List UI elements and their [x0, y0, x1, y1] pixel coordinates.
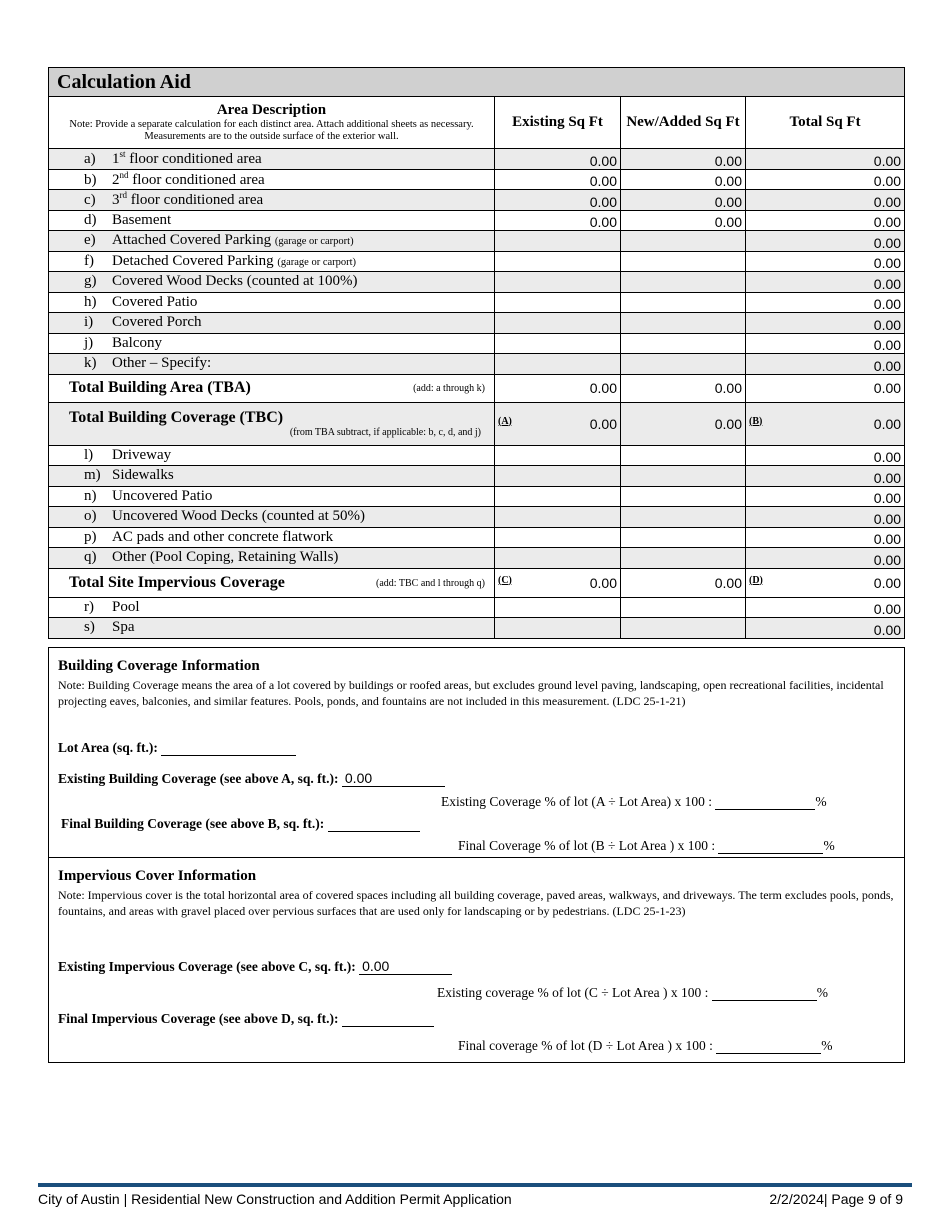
table-row	[49, 486, 905, 507]
impervious-cover-title: Impervious Cover Information	[58, 868, 257, 884]
row-description: AC pads and other concrete flatwork	[112, 528, 334, 545]
existing-impervious-coverage-field[interactable]: 0.00	[359, 958, 452, 975]
row-key: m)	[84, 467, 101, 484]
new-sqft-field[interactable]: 0.00	[621, 149, 746, 170]
row-label	[49, 354, 495, 375]
row-label	[49, 597, 495, 618]
final-coverage-pct-label: Final Coverage % of lot (B ÷ Lot Area ) x 100 :	[458, 838, 716, 853]
total-sqft-field[interactable]: 0.00	[746, 333, 905, 354]
existing-sqft-field[interactable]	[495, 445, 621, 466]
new-sqft-field[interactable]	[621, 445, 746, 466]
row-key: o)	[84, 508, 97, 525]
new-sqft-field[interactable]	[621, 292, 746, 313]
table-row	[49, 272, 905, 293]
ordinal-suffix: rd	[119, 190, 127, 201]
row-description: Covered Patio	[112, 293, 198, 310]
table-row	[49, 548, 905, 569]
new-sqft-field[interactable]	[621, 272, 746, 293]
row-label	[49, 486, 495, 507]
section-title: Calculation Aid	[49, 68, 905, 97]
final-building-coverage-field[interactable]	[328, 831, 420, 832]
existing-sqft-field[interactable]	[495, 548, 621, 569]
row-key: h)	[84, 293, 97, 310]
existing-sqft-total[interactable]	[495, 568, 621, 597]
total-sqft-field[interactable]: 0.00	[746, 527, 905, 548]
footer-divider	[38, 1183, 912, 1187]
existing-sqft-field[interactable]	[495, 333, 621, 354]
existing-sqft-field[interactable]: 0.00	[495, 190, 621, 211]
building-coverage-note: Note: Building Coverage means the area of a lot covered by buildings or roofed areas, but excludes ground level paving, landscaping, open recreational facilities, incidental projecting eaves, balconies, and similar features. Pools, ponds, and fountains are not included in this measurement. (LDC 25-1-21)	[58, 678, 884, 708]
impervious-cover-section	[48, 857, 905, 1063]
value: 0.00	[589, 380, 617, 396]
total-note: (add: a through k)	[413, 383, 485, 394]
total-label: Total Building Coverage (TBC)	[69, 409, 284, 426]
value: 0.00	[873, 415, 902, 432]
table-row	[49, 507, 905, 528]
value: 0.00	[873, 574, 902, 591]
ordinal-suffix: st	[119, 149, 126, 160]
row-label	[49, 618, 495, 639]
row-key: b)	[84, 171, 97, 188]
final-impervious-coverage-label: Final Impervious Coverage (see above D, sq. ft.):	[58, 1011, 339, 1026]
row-key: i)	[84, 314, 94, 331]
existing-sqft-field[interactable]	[495, 486, 621, 507]
table-row	[49, 231, 905, 252]
row-key: p)	[84, 528, 97, 545]
total-sqft-field[interactable]: 0.00	[746, 548, 905, 569]
row-label	[49, 251, 495, 272]
table-row	[49, 445, 905, 466]
percent-sign: %	[816, 985, 828, 1000]
table-row	[49, 527, 905, 548]
existing-sqft-field[interactable]	[495, 313, 621, 334]
value: 0.00	[589, 574, 617, 591]
new-sqft-field[interactable]: 0.00	[621, 169, 746, 190]
row-label	[49, 169, 495, 190]
table-row	[49, 333, 905, 354]
row-label	[49, 548, 495, 569]
ref-letter: (C)	[498, 574, 512, 586]
row-label	[49, 527, 495, 548]
existing-sqft-field[interactable]	[495, 272, 621, 293]
row-label	[49, 445, 495, 466]
footer	[38, 1191, 903, 1207]
value: 0.00	[589, 415, 617, 432]
footer-title: City of Austin | Residential New Construction and Addition Permit Application	[38, 1191, 512, 1207]
total-sqft-field[interactable]: 0.00	[746, 445, 905, 466]
row-label	[49, 149, 495, 170]
total-sqft-field[interactable]: 0.00	[746, 190, 905, 211]
existing-sqft-field[interactable]	[495, 597, 621, 618]
table-row	[49, 292, 905, 313]
table-row	[49, 597, 905, 618]
percent-sign: %	[823, 838, 835, 853]
total-sqft-field[interactable]: 0.00	[746, 272, 905, 293]
total-sqft-field[interactable]: 0.00	[746, 231, 905, 252]
final-impervious-pct-field[interactable]	[716, 1053, 821, 1054]
row-description: Detached Covered Parking	[112, 252, 274, 269]
row-key: k)	[84, 355, 97, 372]
existing-sqft-field[interactable]	[495, 251, 621, 272]
final-impervious-pct-label: Final coverage % of lot (D ÷ Lot Area ) x 100 :	[458, 1038, 713, 1053]
total-sqft-field[interactable]: 0.00	[746, 354, 905, 375]
row-description: floor conditioned area	[128, 171, 265, 188]
new-sqft-field[interactable]	[621, 507, 746, 528]
new-sqft-total[interactable]: 0.00	[621, 568, 746, 597]
tsic-row	[49, 568, 905, 597]
new-sqft-total[interactable]: 0.00	[621, 374, 746, 402]
existing-sqft-field[interactable]	[495, 292, 621, 313]
row-description: Other (Pool Coping, Retaining Walls)	[112, 549, 339, 566]
row-key: j)	[84, 334, 94, 351]
total-sqft-total[interactable]	[746, 568, 905, 597]
row-key: r)	[84, 598, 94, 615]
calculation-aid-table	[48, 67, 905, 639]
ref-letter: (B)	[749, 415, 763, 427]
total-sqft-field[interactable]: 0.00	[746, 251, 905, 272]
row-key: l)	[84, 446, 94, 463]
total-header: Total Sq Ft	[746, 97, 905, 149]
row-key: f)	[84, 252, 94, 269]
new-sqft-field[interactable]: 0.00	[621, 210, 746, 231]
row-key: q)	[84, 549, 97, 566]
row-label	[49, 272, 495, 293]
ordinal: 2	[112, 171, 120, 188]
new-sqft-field[interactable]	[621, 597, 746, 618]
new-sqft-field[interactable]: 0.00	[621, 190, 746, 211]
total-sqft-field[interactable]: 0.00	[746, 169, 905, 190]
total-sqft-field[interactable]: 0.00	[746, 597, 905, 618]
table-row	[49, 251, 905, 272]
row-description: floor conditioned area	[125, 151, 262, 168]
table-row	[49, 313, 905, 334]
percent-sign: %	[815, 794, 827, 809]
existing-impervious-pct-label: Existing coverage % of lot (C ÷ Lot Area ) x 100 :	[437, 985, 709, 1000]
area-description-header: Area Description	[216, 102, 327, 118]
existing-sqft-field[interactable]	[495, 231, 621, 252]
lot-area-label: Lot Area (sq. ft.):	[58, 740, 158, 755]
total-label: Total Site Impervious Coverage	[69, 573, 285, 591]
row-key: d)	[84, 211, 97, 228]
total-label: Total Building Area (TBA)	[69, 379, 251, 396]
row-description: Basement	[112, 211, 172, 228]
new-sqft-field[interactable]	[621, 251, 746, 272]
tsic-label	[49, 568, 495, 597]
new-sqft-field[interactable]	[621, 313, 746, 334]
total-sqft-field[interactable]: 0.00	[746, 149, 905, 170]
final-building-coverage-label: Final Building Coverage (see above B, sq. ft.):	[61, 816, 325, 831]
ref-letter: (A)	[498, 415, 512, 427]
existing-coverage-pct-field[interactable]	[715, 809, 815, 810]
ordinal-suffix: nd	[119, 169, 129, 180]
table-row	[49, 169, 905, 190]
lot-area-field[interactable]	[161, 755, 296, 756]
row-label	[49, 190, 495, 211]
row-label	[49, 231, 495, 252]
existing-sqft-field[interactable]: 0.00	[495, 149, 621, 170]
total-sqft-field[interactable]: 0.00	[746, 292, 905, 313]
tba-row	[49, 374, 905, 402]
row-label	[49, 333, 495, 354]
ordinal: 3	[112, 192, 120, 209]
existing-sqft-field[interactable]	[495, 354, 621, 375]
existing-sqft-field[interactable]: 0.00	[495, 169, 621, 190]
tbc-row	[49, 402, 905, 445]
row-description: Driveway	[112, 446, 172, 463]
row-label	[49, 313, 495, 334]
new-sqft-field[interactable]	[621, 548, 746, 569]
footer-page: 2/2/2024| Page 9 of 9	[769, 1191, 903, 1207]
row-label	[49, 466, 495, 487]
row-label	[49, 292, 495, 313]
total-sqft-field[interactable]: 0.00	[746, 313, 905, 334]
building-coverage-section	[48, 647, 905, 858]
existing-sqft-field[interactable]	[495, 618, 621, 639]
new-sqft-field[interactable]	[621, 354, 746, 375]
row-description: Other – Specify:	[112, 355, 212, 372]
table-row	[49, 354, 905, 375]
tbc-label	[49, 402, 495, 445]
existing-sqft-field[interactable]	[495, 466, 621, 487]
total-sqft-field[interactable]: 0.00	[746, 466, 905, 487]
total-note: (from TBA subtract, if applicable: b, c, d, and j)	[289, 427, 481, 438]
final-coverage-pct-field[interactable]	[718, 853, 823, 854]
row-key: c)	[84, 192, 96, 209]
new-sqft-field[interactable]	[621, 466, 746, 487]
row-key: s)	[84, 619, 95, 636]
existing-building-coverage-field[interactable]: 0.00	[342, 770, 445, 787]
new-sqft-field[interactable]	[621, 231, 746, 252]
new-sqft-field[interactable]	[621, 333, 746, 354]
ref-letter: (D)	[749, 574, 763, 586]
row-key: n)	[84, 487, 97, 504]
row-key: e)	[84, 232, 96, 249]
area-description-note: Note: Provide a separate calculation for each distinct area. Attach additional sheets as necessary. Measurements are to the outside surface of the exterior wall.	[69, 119, 474, 142]
row-description: Uncovered Patio	[112, 487, 213, 504]
row-note: (garage or carport)	[274, 236, 354, 248]
existing-coverage-pct-label: Existing Coverage % of lot (A ÷ Lot Area) x 100 :	[441, 794, 712, 809]
table-row	[49, 210, 905, 231]
table-row	[49, 466, 905, 487]
existing-sqft-total[interactable]	[495, 374, 621, 402]
new-sqft-field[interactable]	[621, 618, 746, 639]
total-sqft-field[interactable]: 0.00	[746, 507, 905, 528]
row-label	[49, 507, 495, 528]
total-note: (add: TBC and l through q)	[376, 577, 485, 589]
row-description: Uncovered Wood Decks (counted at 50%)	[112, 508, 366, 525]
row-description: Balcony	[112, 334, 162, 351]
row-description: Covered Wood Decks (counted at 100%)	[112, 273, 358, 290]
total-sqft-field[interactable]: 0.00	[746, 210, 905, 231]
existing-sqft-field[interactable]	[495, 527, 621, 548]
row-key: a)	[84, 151, 96, 168]
existing-impervious-pct-field[interactable]	[712, 1000, 817, 1001]
existing-sqft-field[interactable]	[495, 507, 621, 528]
row-description: Pool	[112, 598, 140, 615]
existing-sqft-field[interactable]: 0.00	[495, 210, 621, 231]
total-sqft-total[interactable]	[746, 402, 905, 445]
row-description: Spa	[112, 619, 135, 636]
existing-building-coverage-label: Existing Building Coverage (see above A, sq. ft.):	[58, 771, 339, 786]
total-sqft-field[interactable]: 0.00	[746, 486, 905, 507]
new-header: New/Added Sq Ft	[621, 97, 746, 149]
tba-label	[49, 374, 495, 402]
row-description: Sidewalks	[112, 467, 174, 484]
table-row	[49, 618, 905, 639]
row-label	[49, 210, 495, 231]
row-note: (garage or carport)	[277, 256, 357, 268]
existing-impervious-coverage-label: Existing Impervious Coverage (see above C, sq. ft.):	[58, 959, 356, 974]
existing-header: Existing Sq Ft	[495, 97, 621, 149]
ordinal: 1	[112, 151, 120, 168]
row-description: Covered Porch	[112, 314, 202, 331]
value: 0.00	[873, 380, 902, 396]
new-sqft-field[interactable]	[621, 527, 746, 548]
table-row	[49, 149, 905, 170]
row-description: floor conditioned area	[127, 192, 264, 209]
percent-sign: %	[821, 1038, 833, 1053]
total-sqft-total[interactable]	[746, 374, 905, 402]
row-key: g)	[84, 273, 97, 290]
building-coverage-title: Building Coverage Information	[58, 658, 260, 674]
new-sqft-total[interactable]: 0.00	[621, 402, 746, 445]
final-impervious-coverage-field[interactable]	[342, 1026, 434, 1027]
impervious-cover-note: Note: Impervious cover is the total horizontal area of covered spaces including all building coverage, paved areas, walkways, and driveways. The term excludes pools, ponds, fountains, and areas with gravel placed over pervious surfaces that are used only for landscaping or by pedestrians. (LDC 25-1-23)	[58, 888, 894, 918]
row-description: Attached Covered Parking	[112, 232, 272, 249]
new-sqft-field[interactable]	[621, 486, 746, 507]
total-sqft-field[interactable]: 0.00	[746, 618, 905, 639]
existing-sqft-total[interactable]	[495, 402, 621, 445]
table-row	[49, 190, 905, 211]
